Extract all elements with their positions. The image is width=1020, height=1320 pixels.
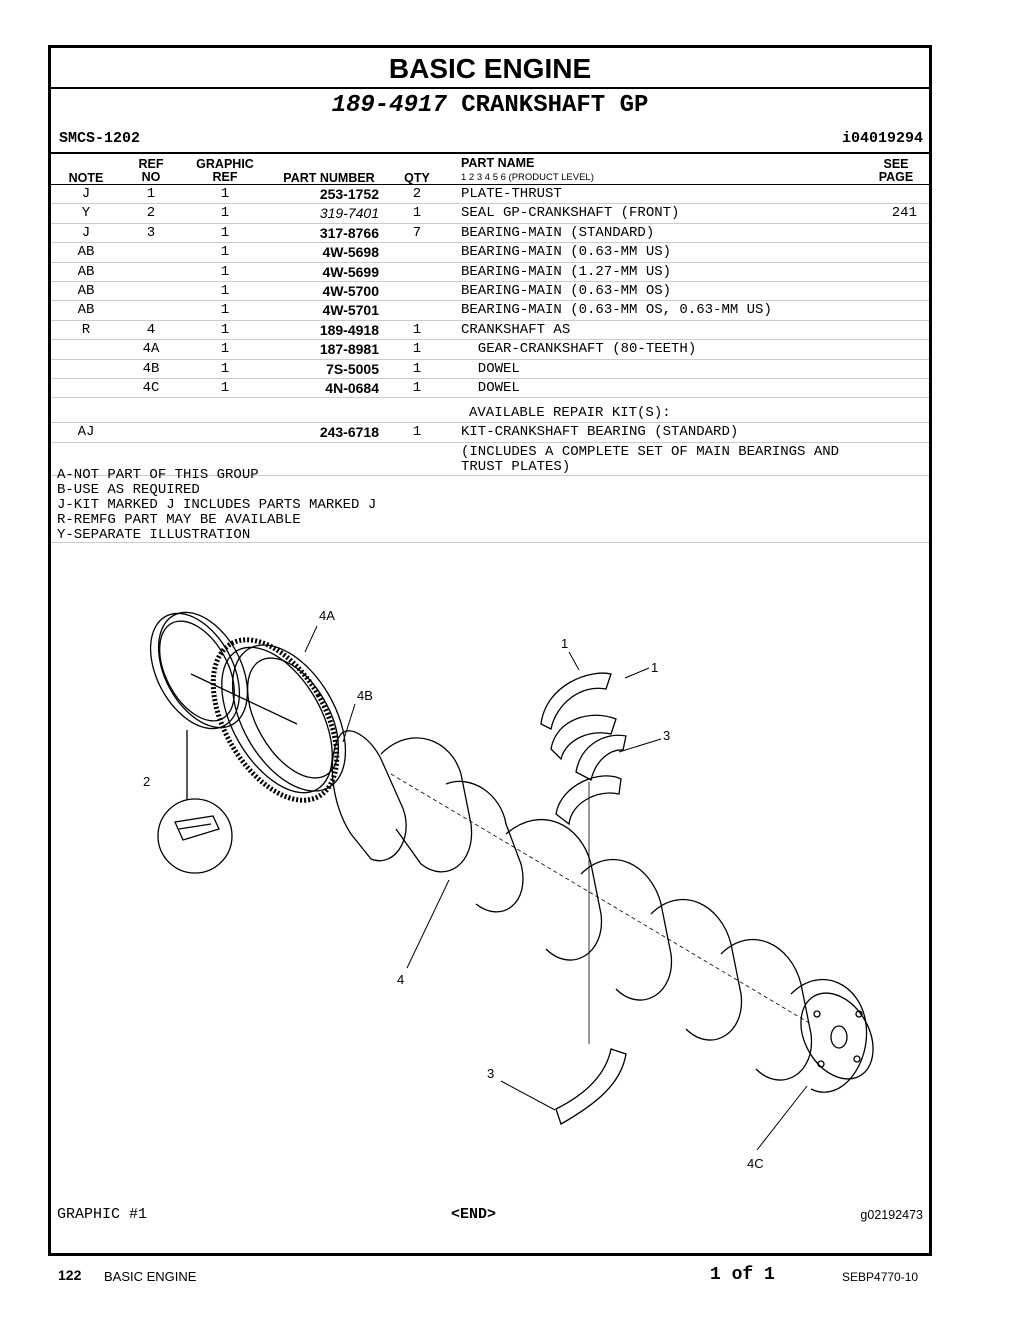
group-part-number[interactable]: 189-4917 (331, 92, 447, 119)
kit-includes-line-1: (INCLUDES A COMPLETE SET OF MAIN BEARINGS AND (461, 443, 840, 460)
row-note: AB (77, 282, 95, 299)
row-qty: 1 (412, 360, 422, 377)
callout-4: 4 (397, 972, 405, 987)
kit-heading-row (51, 398, 929, 423)
row-graphic-ref: 1 (220, 186, 230, 202)
row-graphic-ref: 1 (220, 263, 230, 280)
row-note: AB (77, 263, 95, 280)
row-part-number[interactable]: 4W-5700 (322, 282, 379, 299)
row-qty: 1 (412, 205, 422, 222)
row-part-name: CRANKSHAFT AS (461, 321, 571, 338)
row-qty: 1 (412, 321, 422, 338)
row-part-number[interactable]: 4W-5701 (322, 302, 379, 319)
legend-item: R-REMFG PART MAY BE AVAILABLE (57, 512, 301, 528)
row-part-name: PLATE-THRUST (461, 186, 562, 202)
row-part-number[interactable]: 7S-5005 (326, 360, 379, 377)
leader-lines (305, 626, 807, 1150)
crankshaft-drawing (332, 731, 887, 1092)
row-graphic-ref: 1 (220, 302, 230, 319)
row-part-number[interactable]: 253-1752 (319, 186, 379, 202)
callout-3-upper: 3 (663, 728, 671, 743)
row-part-name: BEARING-MAIN (0.63-MM OS) (461, 282, 672, 299)
row-graphic-ref: 1 (220, 244, 230, 261)
page-frame (48, 45, 932, 1256)
callout-1-lower: 1 (651, 660, 659, 675)
row-part-name: KIT-CRANKSHAFT BEARING (STANDARD) (461, 424, 739, 441)
row-part-name: BEARING-MAIN (STANDARD) (461, 224, 655, 241)
table-row (51, 321, 929, 340)
kit-includes-line-2: TRUST PLATES) (461, 458, 571, 475)
col-see-page-top: SEE (883, 157, 909, 171)
callout-3-lower: 3 (487, 1066, 495, 1081)
page-number: 122 (58, 1267, 82, 1283)
row-graphic-ref: 1 (220, 224, 230, 241)
col-part-number: PART NUMBER (283, 171, 375, 185)
row-part-number[interactable]: 189-4918 (319, 321, 379, 338)
row-part-number[interactable]: 317-8766 (319, 224, 379, 241)
row-ref-no: 2 (146, 205, 156, 222)
smcs-code: SMCS-1202 (59, 130, 141, 147)
table-row (51, 282, 929, 301)
row-part-name: BEARING-MAIN (0.63-MM US) (461, 244, 672, 261)
col-see-page (871, 158, 921, 184)
row-qty: 1 (412, 341, 422, 358)
callout-4a: 4A (319, 608, 335, 623)
row-qty: 1 (412, 424, 422, 441)
legend-divider (51, 542, 929, 543)
row-part-name: DOWEL (461, 360, 520, 377)
row-ref-no: 4 (146, 321, 156, 338)
row-note: R (81, 321, 91, 338)
col-ref-no-top: REF (138, 157, 164, 171)
row-part-number[interactable]: 4N-0684 (325, 379, 379, 396)
row-part-number[interactable]: 4W-5699 (322, 263, 379, 280)
row-part-number[interactable]: 243-6718 (319, 424, 379, 441)
bearing-drawings (541, 673, 626, 1124)
table-row (51, 243, 929, 262)
publication-number: SEBP4770-10 (842, 1270, 919, 1284)
row-graphic-ref: 1 (220, 360, 230, 377)
callout-4b: 4B (357, 688, 373, 703)
callout-2: 2 (143, 774, 151, 789)
callout-1-upper: 1 (561, 636, 569, 651)
row-ref-no: 3 (146, 224, 156, 241)
kit-includes-note (461, 445, 839, 475)
col-product-level: 1 2 3 4 5 6 (PRODUCT LEVEL) (461, 172, 594, 183)
col-graphic-ref (185, 158, 265, 184)
table-row (51, 263, 929, 282)
page-of: 1 of 1 (710, 1265, 775, 1285)
row-part-name: GEAR-CRANKSHAFT (80-TEETH) (461, 341, 697, 358)
group-part-name: CRANKSHAFT GP (461, 92, 649, 119)
kit-heading: AVAILABLE REPAIR KIT(S): (469, 405, 671, 422)
col-graphic-ref-top: GRAPHIC (196, 157, 254, 171)
seal-detail-drawing (158, 730, 232, 873)
col-ref-no-bottom: NO (141, 170, 161, 184)
row-graphic-ref: 1 (220, 282, 230, 299)
row-note: J (81, 224, 91, 241)
crankshaft-gear-drawing (188, 619, 369, 821)
kit-row (51, 423, 929, 442)
row-ref-no: 4C (142, 379, 160, 396)
page-section: BASIC ENGINE (104, 1269, 197, 1284)
graphic-id: g02192473 (860, 1208, 923, 1222)
legend-item: Y-SEPARATE ILLUSTRATION (57, 527, 251, 543)
row-qty: 2 (412, 186, 422, 202)
row-qty: 1 (412, 379, 422, 396)
col-see-page-bottom: PAGE (878, 170, 914, 184)
col-note: NOTE (68, 171, 104, 185)
row-graphic-ref: 1 (220, 321, 230, 338)
table-row (51, 185, 929, 204)
row-part-number[interactable]: 4W-5698 (322, 244, 379, 261)
legend-item: B-USE AS REQUIRED (57, 482, 200, 498)
row-part-name: SEAL GP-CRANKSHAFT (FRONT) (461, 205, 680, 222)
table-row (51, 379, 929, 398)
row-part-name: BEARING-MAIN (1.27-MM US) (461, 263, 672, 280)
callout-4c: 4C (747, 1156, 764, 1171)
legend-item: A-NOT PART OF THIS GROUP (57, 467, 259, 483)
row-note: AJ (77, 424, 95, 441)
row-ref-no: 4A (142, 341, 160, 358)
row-note: Y (81, 205, 91, 222)
row-part-number[interactable]: 187-8981 (319, 341, 379, 358)
col-part-name: PART NAME (461, 156, 535, 170)
notes-legend (57, 468, 376, 543)
info-id: i04019294 (841, 130, 923, 147)
row-graphic-ref: 1 (220, 341, 230, 358)
end-marker: <END> (451, 1206, 497, 1223)
table-row (51, 204, 929, 223)
col-ref-no (119, 158, 183, 184)
table-row (51, 301, 929, 320)
table-row (51, 360, 929, 379)
graphic-label: GRAPHIC #1 (57, 1206, 148, 1223)
section-title: BASIC ENGINE (51, 51, 929, 89)
row-part-name: DOWEL (461, 379, 520, 396)
row-see-page[interactable]: 241 (891, 205, 917, 222)
parts-table (51, 185, 929, 476)
header-divider (51, 152, 929, 154)
row-graphic-ref: 1 (220, 205, 230, 222)
col-graphic-ref-bottom: REF (212, 170, 238, 184)
row-part-name: BEARING-MAIN (0.63-MM OS, 0.63-MM US) (461, 302, 772, 319)
row-part-number[interactable]: 319-7401 (319, 205, 379, 222)
row-ref-no: 4B (142, 360, 160, 377)
row-graphic-ref: 1 (220, 379, 230, 396)
table-row (51, 224, 929, 243)
front-seal-drawing (132, 597, 297, 743)
col-qty: QTY (404, 171, 430, 185)
crankshaft-illustration (51, 544, 929, 1184)
row-ref-no: 1 (146, 186, 156, 202)
row-qty: 7 (412, 224, 422, 241)
legend-item: J-KIT MARKED J INCLUDES PARTS MARKED J (57, 497, 377, 513)
table-row (51, 340, 929, 359)
row-note: AB (77, 302, 95, 319)
group-title (51, 92, 929, 119)
row-note: AB (77, 244, 95, 261)
row-note: J (81, 186, 91, 202)
